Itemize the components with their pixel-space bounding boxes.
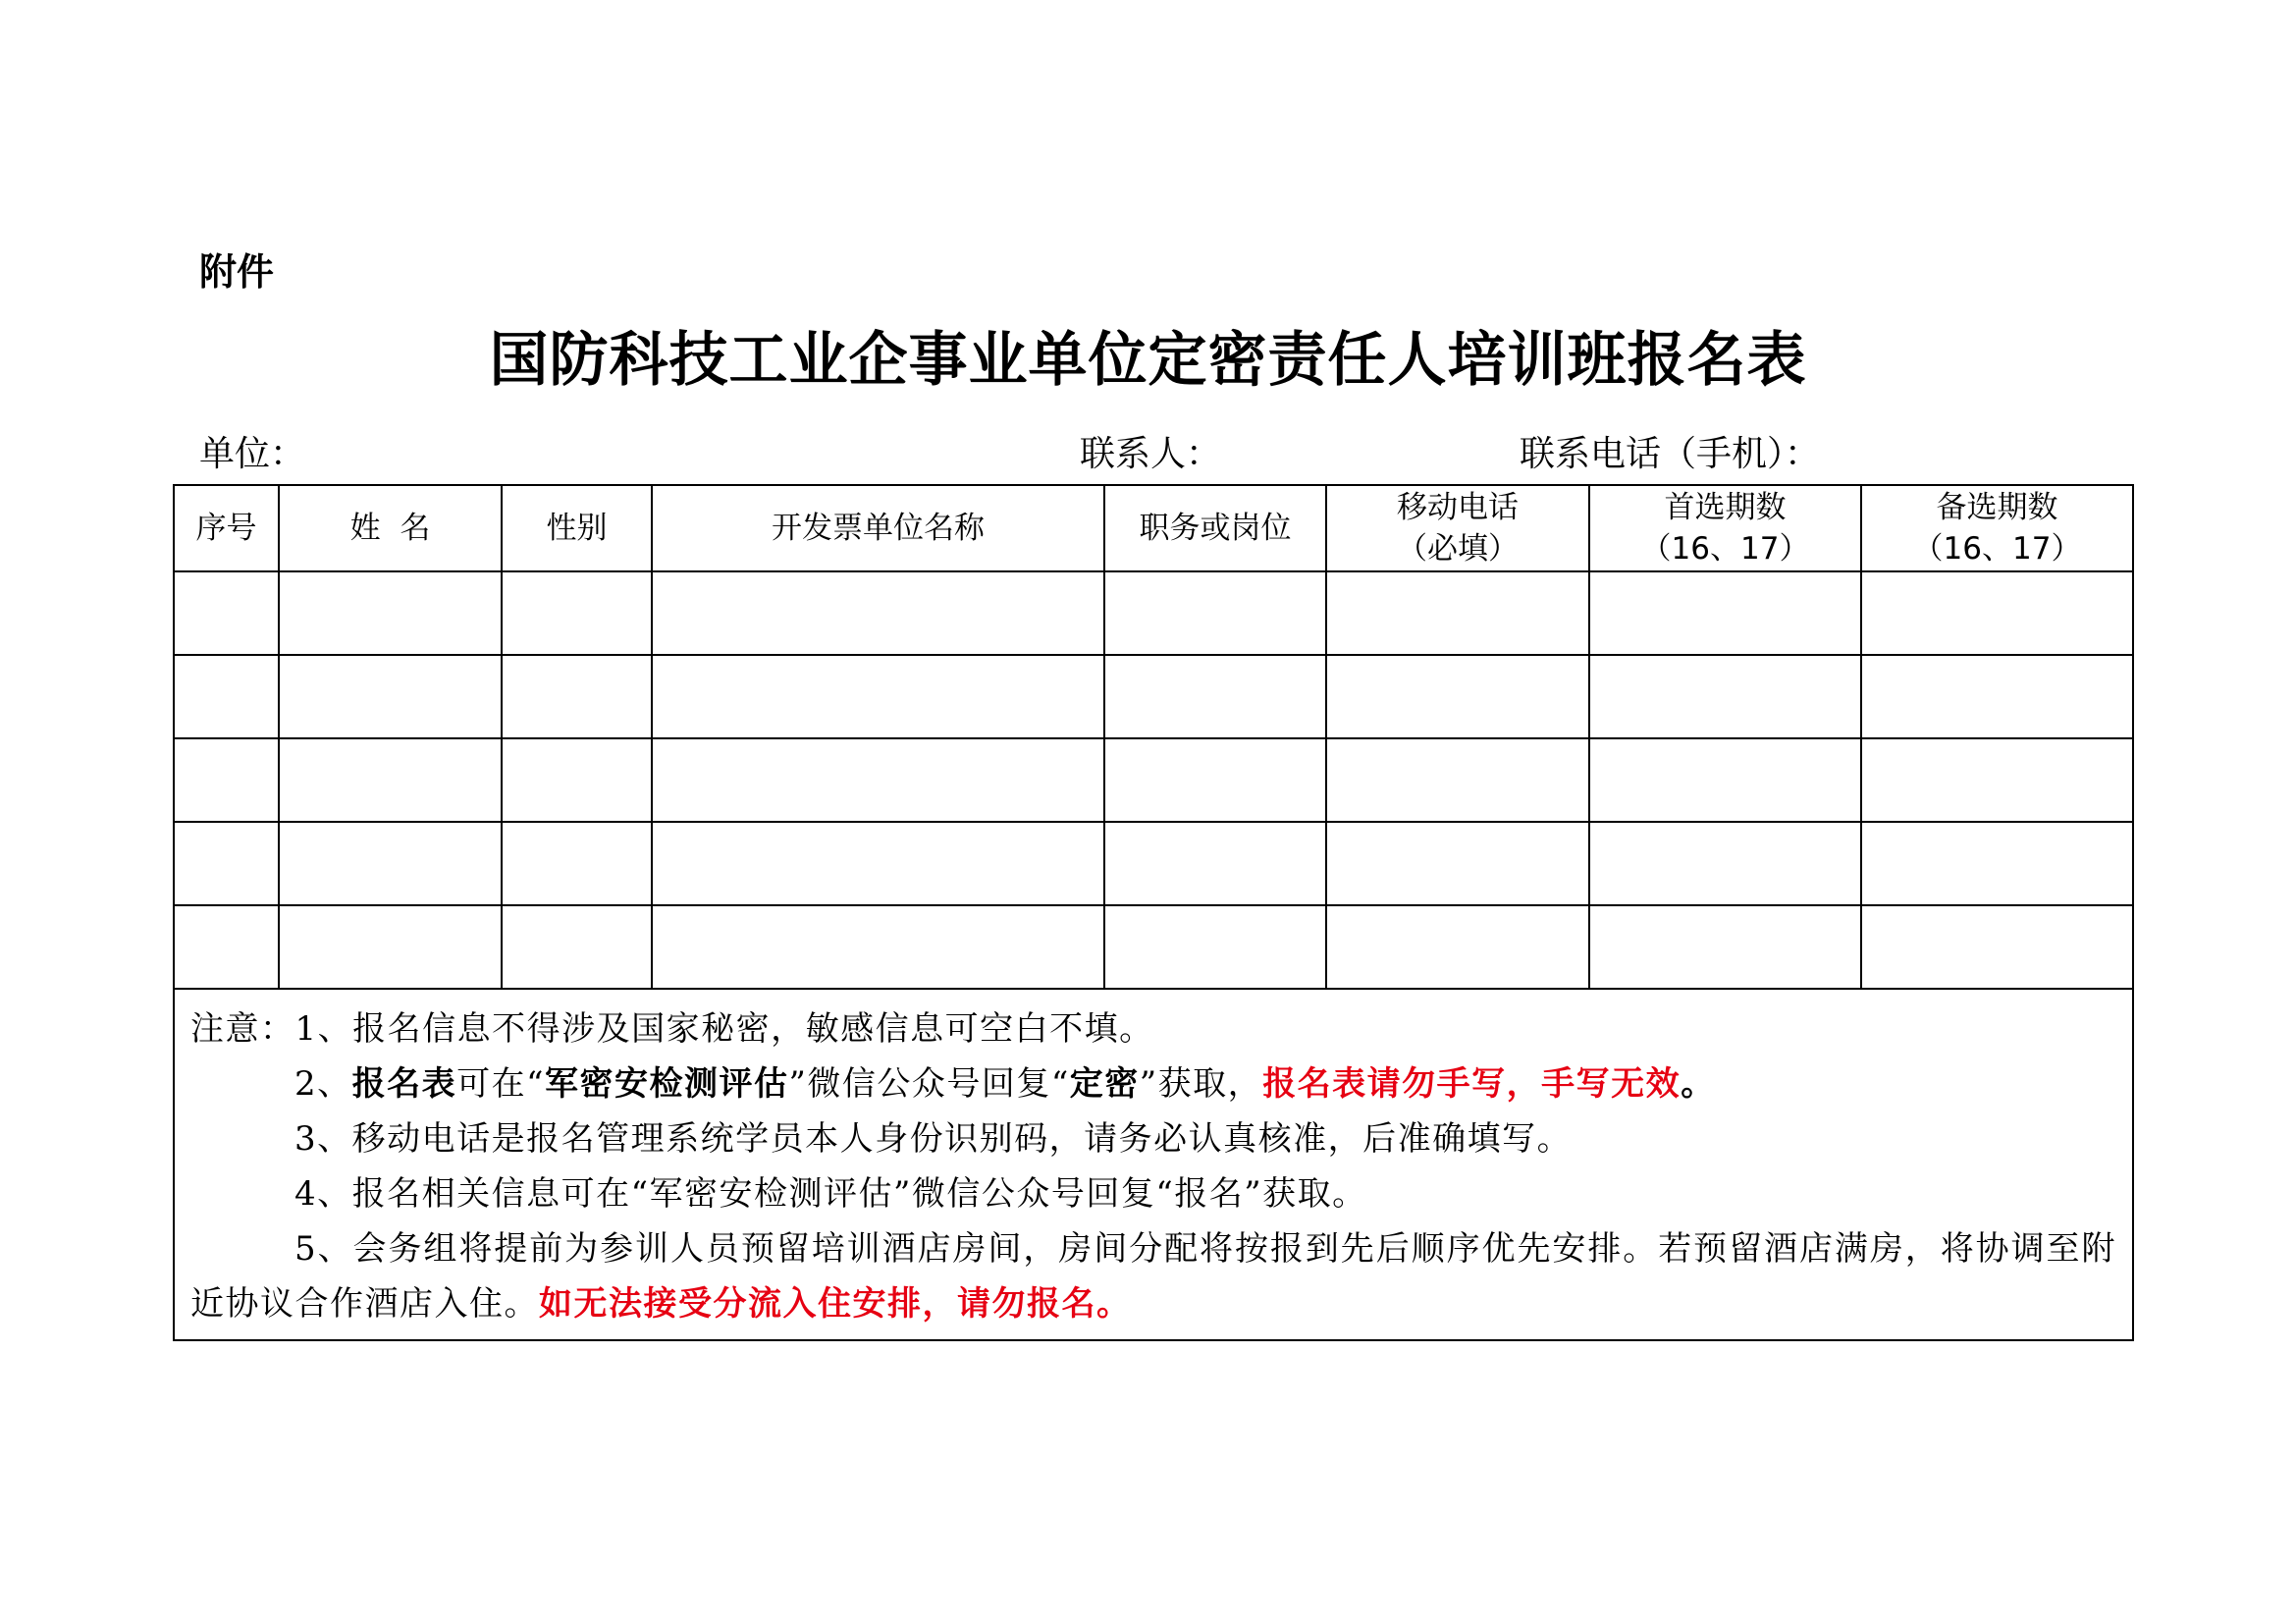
- warning-text: 报名表请勿手写，手写无效: [1262, 1064, 1682, 1104]
- table-row: [174, 738, 2133, 822]
- table-cell[interactable]: [1104, 822, 1326, 905]
- table-cell[interactable]: [1589, 822, 1861, 905]
- header-cell-index: 序号: [174, 485, 279, 571]
- table-cell[interactable]: [652, 738, 1104, 822]
- table-cell[interactable]: [279, 655, 502, 738]
- attachment-label: 附件: [199, 250, 275, 294]
- note-1: 注意：1、报名信息不得涉及国家秘密，敏感信息可空白不填。: [190, 1009, 1154, 1049]
- table-cell[interactable]: [174, 655, 279, 738]
- header-cell-position: 职务或岗位: [1104, 485, 1326, 571]
- table-row: [174, 822, 2133, 905]
- table-cell[interactable]: [652, 655, 1104, 738]
- table-cell[interactable]: [502, 571, 652, 655]
- table-cell[interactable]: [1861, 571, 2133, 655]
- unit-label: 单位：: [199, 434, 306, 474]
- table-cell[interactable]: [174, 905, 279, 989]
- table-cell[interactable]: [1861, 822, 2133, 905]
- table-cell[interactable]: [1589, 571, 1861, 655]
- table-cell[interactable]: [652, 905, 1104, 989]
- table-cell[interactable]: [1104, 738, 1326, 822]
- table-cell[interactable]: [1326, 738, 1589, 822]
- table-cell[interactable]: [1326, 822, 1589, 905]
- table-cell[interactable]: [1589, 655, 1861, 738]
- header-cell-name: 姓 名: [279, 485, 502, 571]
- table-row: [174, 905, 2133, 989]
- table-cell[interactable]: [1326, 571, 1589, 655]
- note-2: 2、报名表可在“军密安检测评估”微信公众号回复“定密”获取，报名表请勿手写，手写无效。: [294, 1064, 1716, 1104]
- table-cell[interactable]: [174, 571, 279, 655]
- header-cell-gender: 性别: [502, 485, 652, 571]
- note-4: 4、报名相关信息可在“军密安检测评估”微信公众号回复“报名”获取。: [294, 1174, 1367, 1214]
- note-5: 5、会务组将提前为参训人员预留培训酒店房间，房间分配将按报到先后顺序优先安排。若预留酒店满房，将协调至附近协议合作酒店入住。如无法接受分流入住安排，请勿报名。: [190, 1229, 2116, 1324]
- header-cell-second-choice: 备选期数 （16、17）: [1861, 485, 2133, 571]
- table-cell[interactable]: [1861, 905, 2133, 989]
- table-cell[interactable]: [1104, 655, 1326, 738]
- table-cell[interactable]: [652, 822, 1104, 905]
- table-cell[interactable]: [279, 738, 502, 822]
- table-cell[interactable]: [502, 655, 652, 738]
- table-cell[interactable]: [502, 905, 652, 989]
- table-cell[interactable]: [502, 738, 652, 822]
- table-cell[interactable]: [1861, 738, 2133, 822]
- table-cell[interactable]: [1326, 905, 1589, 989]
- form-title: 国防科技工业企事业单位定密责任人培训班报名表: [489, 326, 1807, 395]
- table-cell[interactable]: [1861, 655, 2133, 738]
- notes-cell: [174, 989, 2133, 1340]
- table-cell[interactable]: [1589, 738, 1861, 822]
- table-row: [174, 655, 2133, 738]
- table-cell[interactable]: [1104, 905, 1326, 989]
- table-cell[interactable]: [1326, 655, 1589, 738]
- table-cell[interactable]: [279, 822, 502, 905]
- header-cell-first-choice: 首选期数 （16、17）: [1589, 485, 1861, 571]
- warning-text: 如无法接受分流入住安排，请勿报名。: [539, 1284, 1132, 1324]
- registration-table: [173, 484, 2134, 1341]
- table-cell[interactable]: [1589, 905, 1861, 989]
- header-cell-mobile: 移动电话 （必填）: [1326, 485, 1589, 571]
- table-cell[interactable]: [279, 571, 502, 655]
- table-cell[interactable]: [279, 905, 502, 989]
- table-cell[interactable]: [174, 738, 279, 822]
- table-row: [174, 571, 2133, 655]
- table-cell[interactable]: [1104, 571, 1326, 655]
- note-3: 3、移动电话是报名管理系统学员本人身份识别码，请务必认真核准，后准确填写。: [294, 1119, 1573, 1159]
- table-cell[interactable]: [652, 571, 1104, 655]
- contact-label: 联系人：: [1080, 434, 1222, 474]
- phone-label: 联系电话（手机）：: [1520, 434, 1821, 474]
- notes-row: [174, 989, 2133, 1340]
- header-cell-invoice-unit: 开发票单位名称: [652, 485, 1104, 571]
- header-row: [174, 485, 2133, 571]
- table-cell[interactable]: [502, 822, 652, 905]
- table-cell[interactable]: [174, 822, 279, 905]
